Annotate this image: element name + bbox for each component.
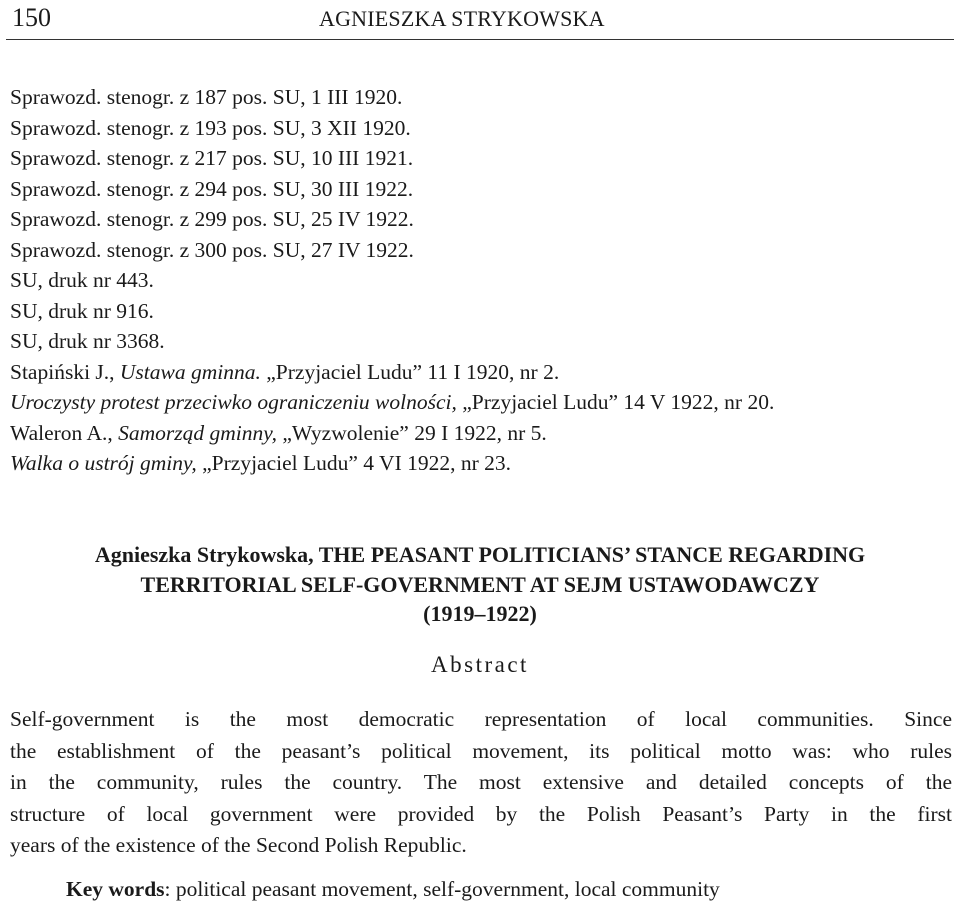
bibliography-entry [10, 357, 950, 388]
abstract-line: in the community, rules the country. The most extensive and detailed concepts of the [10, 770, 952, 794]
bibliography-entry: Sprawozd. stenogr. z 299 pos. SU, 25 IV 1922. [10, 207, 414, 231]
keywords [66, 877, 720, 902]
keywords-text: : political peasant movement, self-government, local community [164, 877, 720, 901]
ref-title: Ustawa gminna. [119, 359, 261, 384]
ref-source: „Przyjaciel Ludu” 14 V 1922, nr 20. [456, 390, 775, 414]
bibliography-entry: Sprawozd. stenogr. z 300 pos. SU, 27 IV 1922. [10, 237, 414, 262]
abstract-line: years of the existence of the Second Polish Republic. [10, 833, 467, 857]
ref-source: „Wyzwolenie” 29 I 1922, nr 5. [277, 420, 547, 445]
bibliography-entry: Sprawozd. stenogr. z 187 pos. SU, 1 III 1920. [10, 85, 403, 109]
abstract-line: the establishment of the peasant’s political movement, its political motto was: who rules [10, 738, 952, 763]
abstract-text [10, 704, 952, 862]
ref-title: Samorząd gminny, [118, 420, 278, 445]
running-head: AGNIESZKA STRYKOWSKA [319, 6, 605, 31]
ref-author: Stapiński J., [10, 359, 120, 384]
bibliography-entry: Sprawozd. stenogr. z 294 pos. SU, 30 III 1922. [10, 176, 414, 201]
bibliography-entry: Sprawozd. stenogr. z 217 pos. SU, 10 III 1921. [10, 146, 414, 170]
ref-author: Waleron A., [10, 420, 119, 445]
bibliography [10, 82, 950, 479]
ref-title: Uroczysty protest przeciwko ograniczeniu wolności, [10, 390, 457, 414]
title-line: (1919–1922) [423, 601, 537, 626]
title-line: TERRITORIAL SELF-GOVERNMENT AT SEJM USTAWODAWCZY [140, 571, 820, 597]
bibliography-entry [10, 418, 950, 449]
bibliography-entry: SU, druk nr 3368. [10, 329, 165, 353]
bibliography-entry: SU, druk nr 916. [10, 298, 154, 323]
page-number: 150 [12, 3, 51, 32]
title-line: Agnieszka Strykowska, THE PEASANT POLITICIANS’ STANCE REGARDING [94, 542, 866, 567]
abstract-line: Self-government is the most democratic representation of local communities. Since [10, 707, 952, 731]
bibliography-entry [10, 387, 950, 418]
ref-source: „Przyjaciel Ludu” 4 VI 1922, nr 23. [196, 451, 512, 475]
keywords-label: Key words [66, 877, 165, 901]
ref-source: „Przyjaciel Ludu” 11 I 1920, nr 2. [260, 359, 560, 384]
ref-title: Walka o ustrój gminy, [10, 451, 197, 475]
abstract-heading: Abstract [431, 652, 529, 677]
page-header [6, 0, 954, 40]
abstract-line: structure of local government were provided by the Polish Peasant’s Party in the first [10, 801, 952, 826]
article-title [10, 540, 950, 629]
bibliography-entry: Sprawozd. stenogr. z 193 pos. SU, 3 XII 1920. [10, 115, 411, 140]
bibliography-entry [10, 448, 950, 479]
bibliography-entry: SU, druk nr 443. [10, 268, 154, 292]
